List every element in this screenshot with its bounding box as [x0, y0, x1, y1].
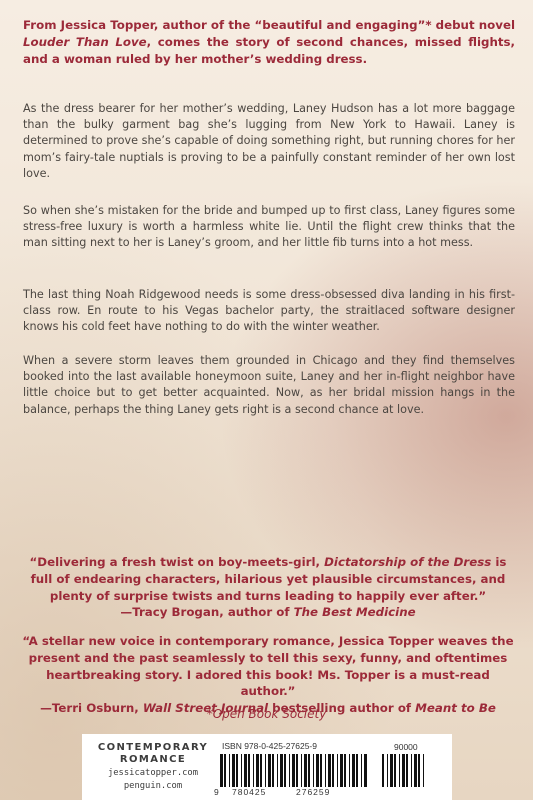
- barcode-bar: [399, 754, 400, 787]
- quote-text-end: is full of endearing characters, hilarious yet plausible circumstances, and plenty of surprise twists and turns leading to happily ever after.”: [30, 555, 507, 603]
- barcode-bar: [352, 754, 355, 787]
- barcode-bar: [387, 754, 388, 787]
- barcode-digits-right: 276259: [296, 787, 331, 797]
- barcode-bar: [349, 754, 350, 787]
- barcode-bar: [414, 754, 417, 787]
- barcode-bar: [316, 754, 319, 787]
- barcode-bar: [260, 754, 262, 787]
- lead-text-end: , comes the story of second chances, missed flights, and a woman ruled by her mother’s wedding dress.: [23, 35, 515, 67]
- barcode-bar: [411, 754, 412, 787]
- barcode-bar: [390, 754, 393, 787]
- publication-name: Wall Street Journal: [142, 701, 269, 715]
- attribution-book-title: The Best Medicine: [293, 605, 416, 620]
- barcode-bar: [229, 754, 230, 787]
- barcode-bar: [382, 754, 384, 787]
- barcode-bar: [236, 754, 238, 787]
- barcode-bar: [253, 754, 254, 787]
- barcode-bar: [296, 754, 298, 787]
- genre-label-2: ROMANCE: [119, 754, 187, 765]
- barcode-bar: [337, 754, 338, 787]
- barcode-bar: [241, 754, 242, 787]
- barcode-bar: [292, 754, 295, 787]
- barcode-bar: [418, 754, 420, 787]
- barcode-bar: [320, 754, 322, 787]
- barcode-bar: [244, 754, 247, 787]
- barcode-bar: [289, 754, 290, 787]
- barcode-bar: [328, 754, 331, 787]
- barcode-bar: [356, 754, 358, 787]
- barcode-bar: [301, 754, 302, 787]
- barcode-bar: [277, 754, 278, 787]
- barcode-bar: [224, 754, 226, 787]
- review-quote-2: [18, 633, 518, 717]
- barcode-bar: [232, 754, 235, 787]
- attribution-text: bestselling author of: [268, 701, 416, 715]
- barcode-bar: [280, 754, 283, 787]
- barcode-bar: [402, 754, 405, 787]
- barcode-digit-first: 9: [214, 787, 219, 797]
- addon-barcode: [382, 754, 432, 787]
- barcode-panel: [82, 734, 452, 800]
- genre-label: CONTEMPORARY: [97, 742, 209, 753]
- footnote: *Open Book Society: [206, 707, 327, 721]
- lead-text: From Jessica Topper, author of the “beautiful and engaging”* debut novel: [23, 18, 515, 32]
- quote-attribution: —Tracy Brogan, author of: [120, 605, 294, 620]
- quote-text: “Delivering a fresh twist on boy-meets-girl,: [29, 555, 325, 569]
- barcode-bar: [272, 754, 274, 787]
- barcode-bar: [332, 754, 334, 787]
- barcode-bar: [304, 754, 307, 787]
- imprint-block: [94, 742, 212, 791]
- attribution-book-title: Meant to Be: [415, 701, 496, 715]
- book-title: Dictatorship of the Dress: [324, 555, 492, 569]
- barcode-bar: [284, 754, 286, 787]
- barcode-bar: [340, 754, 343, 787]
- synopsis-paragraph-3: The last thing Noah Ridgewood needs is some dress-obsessed diva landing in his first-class row. En route to his Vegas bachelor party, the straitlaced software designer knows his cold feet have nothing to do with the winter weather.: [23, 288, 515, 334]
- barcode-bar: [344, 754, 346, 787]
- synopsis-paragraph-2: So when she’s mistaken for the bride and bumped up to first class, Laney figures some stress-free luxury is worth a harmless white lie. Until the flight crew thinks that the man sitting next to her is Laney’s groom, and her little fib turns into a hot mess.: [23, 204, 515, 250]
- ean-barcode: [220, 754, 370, 787]
- barcode-bar: [364, 754, 367, 787]
- barcode-bar: [308, 754, 310, 787]
- barcode-bar: [313, 754, 314, 787]
- quote-attribution: —Terri Osburn,: [40, 701, 143, 715]
- barcode-bar: [256, 754, 259, 787]
- publisher-website: penguin.com: [123, 781, 183, 791]
- barcode-bar: [265, 754, 266, 787]
- isbn-text: ISBN 978-0-425-27625-9: [222, 741, 317, 751]
- barcode-bar: [220, 754, 223, 787]
- barcode-bar: [394, 754, 396, 787]
- author-website: jessicatopper.com: [107, 768, 199, 778]
- barcode-bar: [423, 754, 424, 787]
- review-quote-1: [18, 554, 518, 621]
- synopsis-paragraph-1: As the dress bearer for her mother’s wedding, Laney Hudson has a lot more baggage than the bulky garment bag she’s lugging from New York to Hawaii. Laney is determined to prove she’s capable of doing something right, but running chores for her mom’s fairy-tale nuptials is proving to be a painfully constant reminder of her own lost love.: [23, 102, 515, 180]
- price-code: 90000: [394, 742, 418, 752]
- synopsis-paragraph-4: When a severe storm leaves them grounded in Chicago and they find themselves booked into the last available honeymoon suite, Laney and her in-flight neighbor have little choice but to get better acquainted. Now, as her bridal mission hangs in the balance, perhaps the thing Laney gets right is a second chance at love.: [23, 354, 515, 416]
- barcode-bar: [361, 754, 362, 787]
- barcode-bar: [268, 754, 271, 787]
- quote-text: “A stellar new voice in contemporary romance, Jessica Topper weaves the present and the past seamlessly to tell this sexy, funny, and oftentimes heartbreaking story. I adored this book! Ms. Topper is a must-read author.”: [22, 634, 514, 699]
- barcode-bar: [406, 754, 408, 787]
- lead-paragraph: [23, 17, 515, 68]
- debut-novel-title: Louder Than Love: [23, 35, 147, 50]
- barcode-digits-left: 780425: [232, 787, 267, 797]
- barcode-bar: [325, 754, 326, 787]
- barcode-bar: [248, 754, 250, 787]
